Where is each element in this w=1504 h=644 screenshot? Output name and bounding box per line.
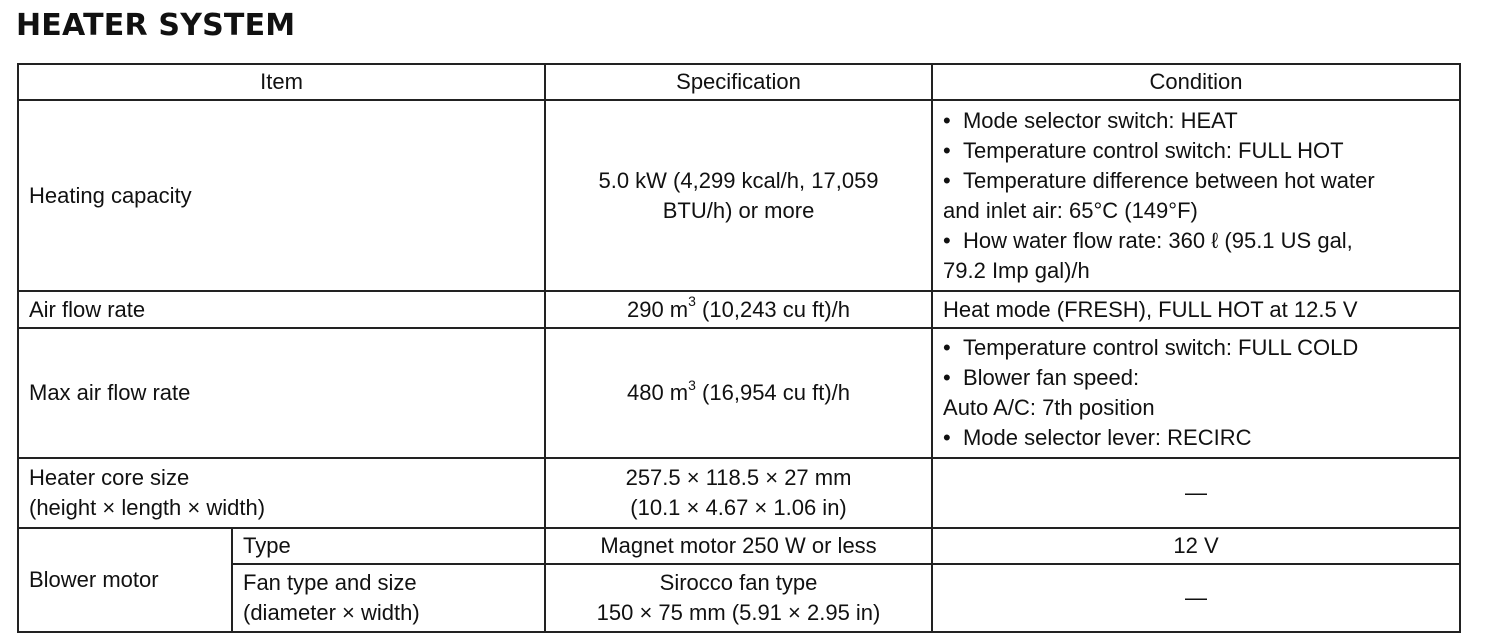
table-row-air-flow-rate [18, 291, 1460, 328]
spec-unit: (10,243 cu ft)/h [695, 296, 851, 322]
spec-value: 290 m [626, 296, 689, 322]
table-row-max-air-flow-rate [18, 328, 1460, 458]
subitem-line: Fan type and size [243, 570, 417, 595]
item-line: Heater core size [29, 465, 190, 490]
spec-fan-type [545, 564, 932, 632]
condition-fan-type: — [932, 564, 1460, 632]
spec-unit: (16,954 cu ft)/h [695, 380, 851, 405]
table-row-blower-motor-type [18, 528, 1460, 564]
condition-max-air-flow-rate [932, 328, 1460, 458]
spec-line: 257.5 × 118.5 × 27 mm [625, 465, 852, 490]
table-row-heater-core-size [18, 458, 1460, 528]
table-row-heating-capacity [18, 100, 1460, 291]
header-item: Item [18, 64, 545, 100]
item-heating-capacity: Heating capacity [18, 100, 545, 291]
table-row-blower-motor-fan [18, 564, 1460, 632]
item-air-flow-rate: Air flow rate [18, 291, 545, 328]
condition-heater-core-size: — [932, 458, 1460, 528]
header-specification: Specification [545, 64, 932, 100]
condition-line: 79.2 Imp gal)/h [943, 257, 1090, 283]
condition-line: • How water flow rate: 360 ℓ (95.1 US gal, [943, 226, 1449, 256]
heater-spec-table [17, 63, 1461, 633]
condition-line: • Blower fan speed: [943, 363, 1449, 393]
condition-line: • Temperature control switch: FULL COLD [943, 333, 1449, 363]
condition-air-flow-rate: Heat mode (FRESH), FULL HOT at 12.5 V [932, 291, 1460, 328]
item-blower-motor: Blower motor [18, 528, 232, 632]
page-title: HEATER SYSTEM [16, 8, 296, 43]
subitem-line: (diameter × width) [243, 600, 420, 625]
spec-heating-capacity [545, 100, 932, 291]
condition-heating-capacity [932, 100, 1460, 291]
item-heater-core-size [18, 458, 545, 528]
spec-line: (10.1 × 4.67 × 1.06 in) [630, 495, 847, 520]
condition-line: and inlet air: 65°C (149°F) [943, 197, 1198, 223]
condition-blower-type: 12 V [932, 528, 1460, 564]
spec-heater-core-size [545, 458, 932, 528]
spec-line: BTU/h) or more [662, 197, 815, 223]
superscript: 3 [688, 376, 696, 393]
superscript: 3 [688, 293, 696, 310]
spec-line: Sirocco fan type [659, 570, 818, 595]
spec-line: 5.0 kW (4,299 kcal/h, 17,059 [598, 167, 879, 193]
table-header-row [18, 64, 1460, 100]
condition-line: • Temperature control switch: FULL HOT [943, 136, 1449, 166]
spec-value: 480 m [626, 380, 689, 405]
item-line: (height × length × width) [29, 495, 266, 520]
spec-air-flow-rate [545, 291, 932, 328]
spec-blower-type: Magnet motor 250 W or less [545, 528, 932, 564]
header-condition: Condition [932, 64, 1460, 100]
condition-line: • Mode selector switch: HEAT [943, 106, 1449, 136]
spec-max-air-flow-rate [545, 328, 932, 458]
item-max-air-flow-rate: Max air flow rate [18, 328, 545, 458]
subitem-fan-type [232, 564, 545, 632]
condition-line: • Mode selector lever: RECIRC [943, 423, 1449, 453]
spec-line: 150 × 75 mm (5.91 × 2.95 in) [596, 600, 881, 625]
condition-line: Auto A/C: 7th position [943, 395, 1155, 420]
subitem-type: Type [232, 528, 545, 564]
condition-line: • Temperature difference between hot water [943, 166, 1449, 196]
